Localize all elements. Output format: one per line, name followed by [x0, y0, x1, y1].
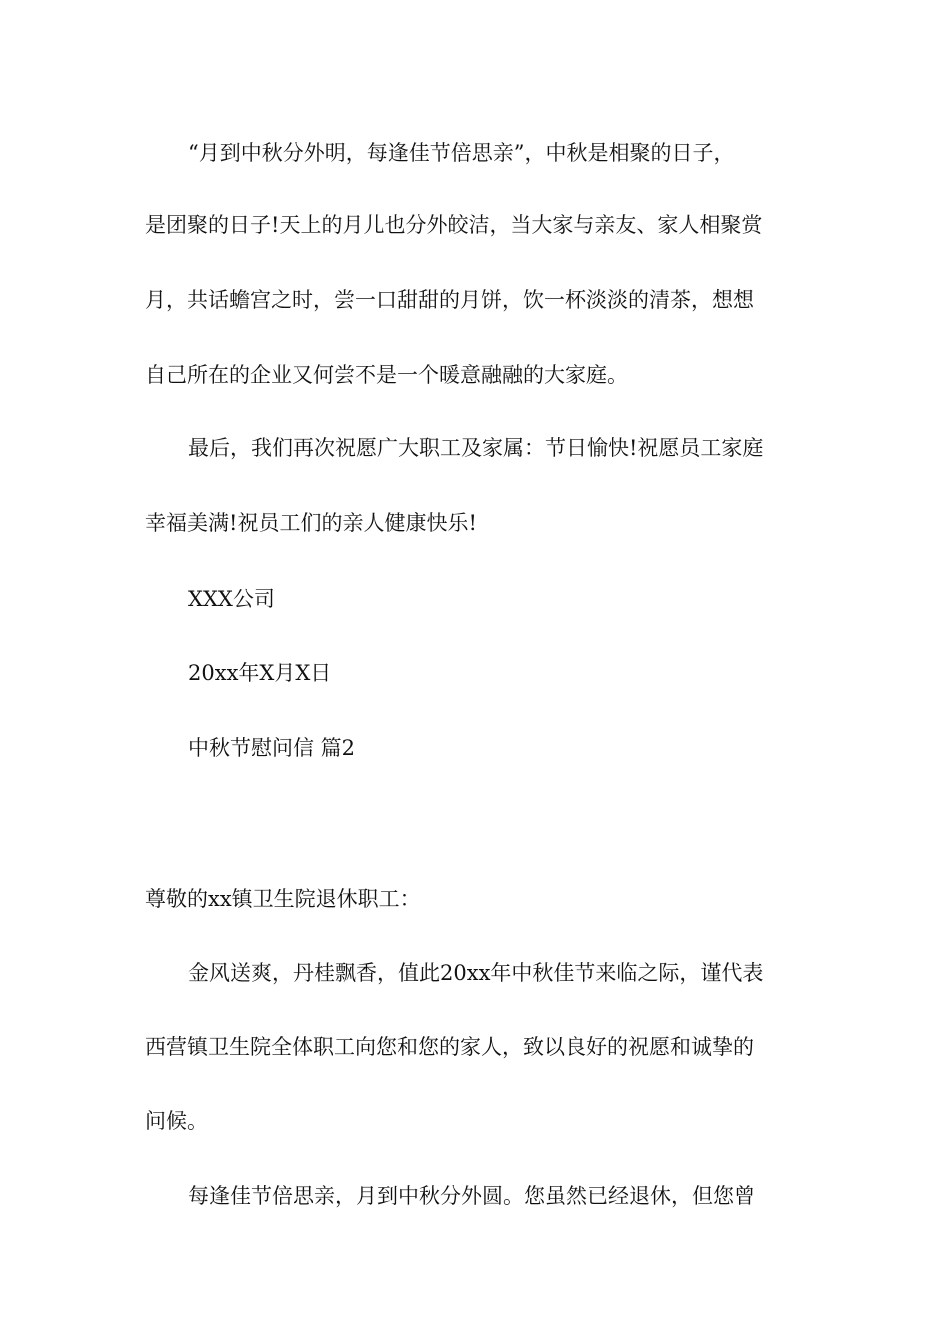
paragraph-2-line-1: 最后，我们再次祝愿广大职工及家属：节日愉快!祝愿员工家庭: [188, 436, 764, 460]
paragraph-1-line-4: 自己所在的企业又何尝不是一个暖意融融的大家庭。: [145, 363, 628, 387]
section-title: 中秋节慰问信 篇2: [188, 736, 356, 760]
paragraph-1-line-3: 月，共话蟾宫之时，尝一口甜甜的月饼，饮一杯淡淡的清茶，想想: [145, 288, 754, 312]
signature-company: XXX公司: [188, 587, 275, 611]
paragraph-3-line-1: 金风送爽，丹桂飘香，值此20xx年中秋佳节来临之际，谨代表: [188, 961, 764, 985]
paragraph-3-line-3: 问候。: [145, 1109, 208, 1133]
paragraph-1-line-2: 是团聚的日子!天上的月儿也分外皎洁，当大家与亲友、家人相聚赏: [145, 213, 763, 237]
paragraph-2-line-2: 幸福美满!祝员工们的亲人健康快乐!: [145, 511, 477, 535]
paragraph-3-line-2: 西营镇卫生院全体职工向您和您的家人，致以良好的祝愿和诚挚的: [145, 1035, 754, 1059]
paragraph-4-line-1: 每逢佳节倍思亲，月到中秋分外圆。您虽然已经退休，但您曾: [188, 1184, 755, 1208]
salutation: 尊敬的xx镇卫生院退休职工：: [145, 887, 421, 911]
paragraph-1-line-1: “月到中秋分外明，每逢佳节倍思亲”，中秋是相聚的日子，: [188, 141, 735, 165]
signature-date: 20xx年X月X日: [188, 661, 332, 685]
